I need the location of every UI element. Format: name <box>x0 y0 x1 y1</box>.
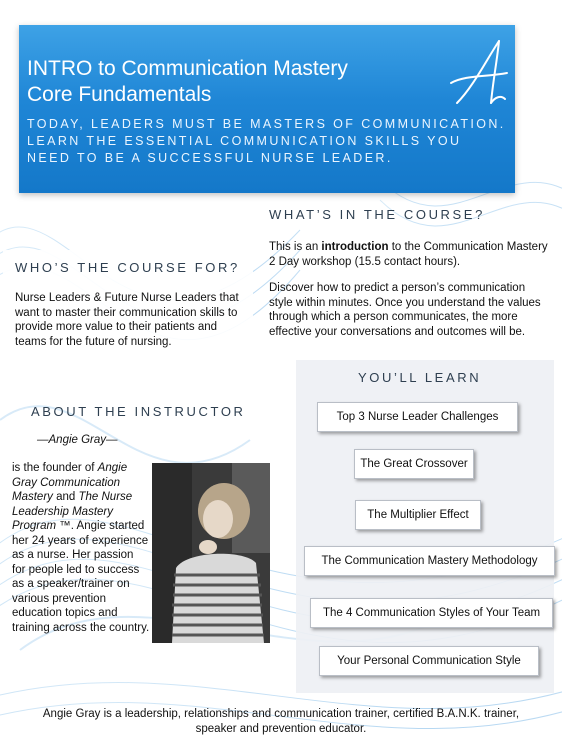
learn-item-multiplier-effect: The Multiplier Effect <box>355 500 481 530</box>
header-banner <box>19 25 515 193</box>
learn-item-nurse-leader-challenges: Top 3 Nurse Leader Challenges <box>317 402 518 432</box>
who-course-for-panel <box>3 250 253 365</box>
banner-tagline: TODAY, LEADERS MUST BE MASTERS OF COMMUNICATION. LEARN THE ESSENTIAL COMMUNICATION SKILLS YOU NEED TO BE A SUCCESSFUL NURSE LEADER. <box>27 117 506 165</box>
bio-program-name: The Nurse Leadership Mastery Program <box>12 491 133 532</box>
instructor-bio <box>12 461 150 635</box>
whats-in-course-heading: WHAT’S IN THE COURSE? <box>269 207 485 222</box>
banner-title-line1: INTRO to Communication Mastery <box>27 57 348 80</box>
youll-learn-panel <box>296 360 554 693</box>
bio-text-1: is the founder of <box>12 462 98 474</box>
instructor-photo-illustration <box>152 463 270 643</box>
youll-learn-heading: YOU’LL LEARN <box>358 370 482 385</box>
instructor-photo <box>152 463 270 643</box>
learn-item-personal-style: Your Personal Communication Style <box>319 646 539 676</box>
intro-text-start: This is an <box>269 241 322 253</box>
intro-bold-word: introduction <box>321 241 389 253</box>
about-instructor-heading: ABOUT THE INSTRUCTOR <box>31 404 246 419</box>
bio-company-name: Angie Gray Communication Mastery <box>12 462 128 503</box>
instructor-name: —Angie Gray— <box>37 434 118 446</box>
learn-item-communication-styles: The 4 Communication Styles of Your Team <box>310 598 553 628</box>
whats-in-course-intro <box>269 240 549 269</box>
banner-title-line2: Core Fundamentals <box>27 83 212 106</box>
footer-line-2: speaker and prevention educator. <box>195 722 367 735</box>
whats-in-course-description: Discover how to predict a person’s communication style within minutes. Once you understand the values through which a person communicates, the more effective your conversations and outcomes will be. <box>269 282 541 338</box>
footer-bio <box>0 707 562 736</box>
bio-text-3: ™. Angie started her 24 years of experience as a nurse. Her passion for people led to success as a speaker/trainer on various prevention education topics and training across the country. <box>12 520 150 634</box>
learn-item-great-crossover: The Great Crossover <box>354 449 474 479</box>
script-a-logo-icon <box>443 37 515 109</box>
intro-text-end: to the Communication Mastery 2 Day workshop (15.5 contact hours). <box>269 241 548 268</box>
bio-text-2: and <box>52 491 79 503</box>
footer-line-1: Angie Gray is a leadership, relationships and communication trainer, certified B.A.N.K. trainer, <box>42 708 520 720</box>
who-course-for-heading: WHO’S THE COURSE FOR? <box>15 260 240 275</box>
who-course-for-body: Nurse Leaders & Future Nurse Leaders that want to master their communication skills to provide more value to their patients and teams for the future of nursing. <box>15 292 239 348</box>
learn-item-mastery-methodology: The Communication Mastery Methodology <box>304 546 555 576</box>
